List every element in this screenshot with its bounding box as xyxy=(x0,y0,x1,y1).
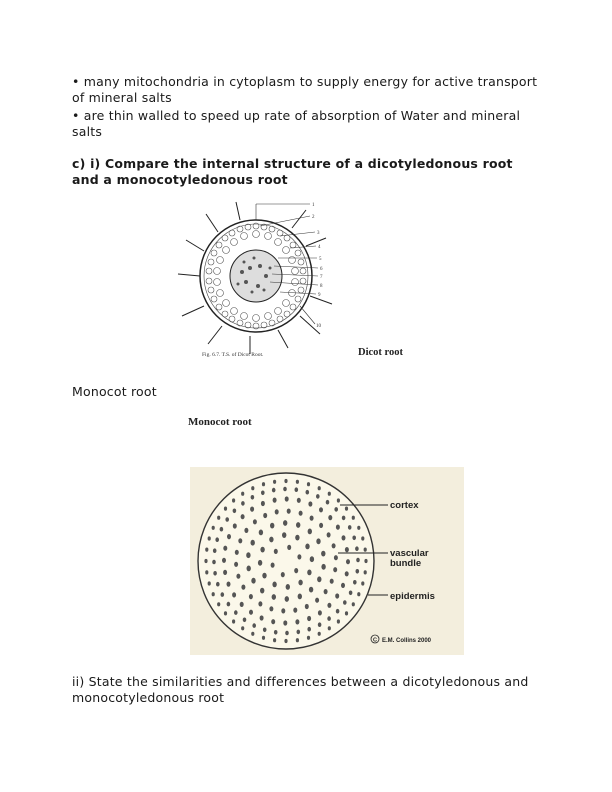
monocot-cell xyxy=(227,534,231,539)
monocot-cell xyxy=(269,537,273,543)
label-bundle: bundle xyxy=(390,558,422,569)
monocot-cell xyxy=(287,509,291,514)
dicot-number: 9 xyxy=(318,293,321,298)
monocot-cell xyxy=(336,525,340,530)
monocot-cell xyxy=(337,619,340,623)
monocot-cell xyxy=(285,596,289,602)
monocot-cell xyxy=(298,594,302,600)
monocot-cell xyxy=(249,610,253,615)
label-vascular: vascular xyxy=(390,548,429,559)
monocot-cell xyxy=(297,630,301,635)
monocot-cell xyxy=(262,573,266,579)
monocot-cell xyxy=(273,480,276,484)
monocot-cell xyxy=(241,514,245,519)
monocot-cell xyxy=(235,550,239,555)
monocot-cell xyxy=(346,559,350,564)
monocot-cell xyxy=(321,564,325,570)
copyright-text: E.M. Collins 2000 xyxy=(382,638,432,644)
monocot-cell xyxy=(285,496,289,501)
monocot-cell xyxy=(262,636,265,640)
monocot-cell xyxy=(352,536,356,541)
monocot-cell xyxy=(295,619,299,624)
monocot-cell xyxy=(251,632,254,636)
bullet-mitochondria: • many mitochondria in cytoplasm to supply energy for active transport of mineral salts xyxy=(72,74,538,105)
monocot-cell xyxy=(232,592,236,597)
monocot-cell xyxy=(283,620,287,625)
monocot-cell xyxy=(296,638,299,642)
monocot-cell xyxy=(318,486,321,490)
monocot-cell xyxy=(334,555,338,560)
dicot-number: 2 xyxy=(312,215,315,220)
monocot-cell xyxy=(272,488,276,493)
monocot-cell xyxy=(297,498,301,503)
monocot-cell xyxy=(241,585,245,590)
monocot-cell xyxy=(284,479,287,483)
monocot-cell xyxy=(318,632,321,636)
dicot-caption: Fig. 6.7. T.S. of Dicot Root. xyxy=(202,352,264,358)
monocot-cell xyxy=(306,490,310,495)
monocot-cell xyxy=(297,554,301,559)
monocot-cell xyxy=(305,604,309,609)
monocot-cell xyxy=(224,611,227,615)
monocot-cell xyxy=(284,639,287,643)
monocot-cell xyxy=(270,523,274,529)
monocot-cell xyxy=(356,569,360,574)
monocot-cell xyxy=(258,601,262,606)
monocot-cell xyxy=(342,535,346,540)
monocot-cell xyxy=(217,602,220,606)
question-c-i: c) i) Compare the internal structure of a dicotyledonous root and a monocotyledonous root xyxy=(72,156,513,187)
monocot-cell xyxy=(357,526,360,530)
bullet-thin-walled: • are thin walled to speed up rate of absorption of Water and mineral salts xyxy=(72,108,521,139)
monocot-cell xyxy=(294,568,298,573)
monocot-cell xyxy=(318,610,322,615)
label-epidermis: epidermis xyxy=(390,591,435,602)
monocot-cell xyxy=(272,582,276,588)
monocot-cell xyxy=(341,583,345,588)
label-cortex: cortex xyxy=(390,500,419,511)
monocot-cell xyxy=(310,556,314,562)
dicot-number: 3 xyxy=(317,231,320,236)
monocot-cell xyxy=(213,571,217,576)
monocot-cell xyxy=(251,495,255,500)
monocot-cell xyxy=(223,546,227,551)
monocot-cell xyxy=(250,507,254,512)
monocot-cell xyxy=(223,570,227,575)
monocot-cell xyxy=(307,482,310,486)
monocot-cell xyxy=(271,563,275,568)
monocot-cell xyxy=(333,567,337,572)
monocot-cell xyxy=(332,543,336,548)
monocot-cell xyxy=(233,523,237,528)
monocot-cell xyxy=(307,616,311,621)
monocot-cell xyxy=(251,540,255,546)
monocot-cell xyxy=(244,528,248,533)
monocot-cell xyxy=(227,582,231,587)
monocot-cell xyxy=(295,487,299,492)
dicot-number: 4 xyxy=(318,245,321,250)
monocot-cell xyxy=(361,581,364,585)
monocot-cell xyxy=(317,576,321,582)
monocot-cell xyxy=(337,498,340,502)
monocot-cell xyxy=(263,513,267,518)
monocot-figure-title: Monocot root xyxy=(188,416,252,428)
monocot-cell xyxy=(328,626,331,630)
question-ii: ii) State the similarities and differences between a dicotyledonous and monocotyledonous root xyxy=(72,674,529,705)
monocot-cell xyxy=(349,591,353,596)
monocot-cell xyxy=(204,559,207,563)
monocot-cell xyxy=(227,602,231,607)
monocot-cell xyxy=(241,626,244,630)
monocot-cell xyxy=(352,602,355,606)
monocot-cell xyxy=(307,627,311,632)
monocot-cell xyxy=(296,522,300,528)
monocot-cell xyxy=(238,538,242,543)
monocot-root-figure xyxy=(190,467,464,655)
monocot-cell xyxy=(233,509,237,514)
monocot-cell xyxy=(252,623,256,628)
monocot-cell xyxy=(232,619,235,623)
dicot-number: 7 xyxy=(320,275,323,280)
monocot-cell xyxy=(328,515,332,520)
monocot-cell xyxy=(205,570,208,574)
monocot-cell xyxy=(295,535,299,541)
monocot-cell xyxy=(249,594,253,599)
monocot-cell xyxy=(240,602,244,607)
dicot-root-diagram xyxy=(178,202,332,354)
monocot-cell xyxy=(364,548,367,552)
monocot-cell xyxy=(310,516,314,521)
monocot-cell xyxy=(260,588,264,594)
monocot-cell xyxy=(327,603,331,608)
monocot-cell xyxy=(328,492,331,496)
monocot-cell xyxy=(213,548,217,553)
dicot-label: Dicot root xyxy=(358,347,403,358)
monocot-cell xyxy=(287,545,291,550)
monocot-cell xyxy=(274,630,278,635)
monocot-cell xyxy=(253,519,257,524)
monocot-cell xyxy=(296,480,299,484)
monocot-cell xyxy=(309,587,313,593)
monocot-cell xyxy=(345,571,349,576)
monocot-cell xyxy=(364,559,367,563)
monocot-cell xyxy=(299,511,303,516)
monocot-cell xyxy=(273,498,277,503)
monocot-cell xyxy=(336,609,340,614)
monocot-cell xyxy=(243,618,247,623)
monocot-cell xyxy=(361,536,364,540)
dicot-number: 10 xyxy=(316,324,321,329)
monocot-cell xyxy=(321,551,325,557)
monocot-cell xyxy=(262,482,265,486)
monocot-cell xyxy=(234,562,238,567)
monocot-cell xyxy=(364,570,367,574)
dicot-number: 8 xyxy=(320,284,323,289)
monocot-cell xyxy=(319,507,323,512)
monocot-cell xyxy=(281,608,285,613)
monocot-cell xyxy=(225,517,229,522)
monocot-cell xyxy=(217,516,220,520)
monocot-cell xyxy=(274,549,278,554)
monocot-cell xyxy=(232,498,235,502)
monocot-cell xyxy=(286,584,290,590)
monocot-cell xyxy=(283,487,287,492)
monocot-heading: Monocot root xyxy=(72,384,157,399)
svg-text:C: C xyxy=(373,637,377,644)
monocot-cell xyxy=(342,516,346,521)
monocot-cell xyxy=(356,558,360,563)
monocot-cell xyxy=(308,529,312,535)
monocot-cell xyxy=(327,616,331,621)
monocot-cell xyxy=(345,611,348,615)
monocot-cell xyxy=(246,552,250,558)
monocot-cell xyxy=(283,520,287,526)
monocot-cell xyxy=(315,598,319,603)
monocot-cell xyxy=(261,501,265,506)
monocot-cell xyxy=(222,558,226,563)
monocot-cell xyxy=(251,578,255,584)
monocot-cell xyxy=(327,532,331,537)
monocot-cell xyxy=(305,544,309,550)
monocot-cell xyxy=(258,560,262,566)
monocot-cell xyxy=(324,589,328,594)
monocot-cell xyxy=(307,570,311,576)
monocot-cell xyxy=(251,486,254,490)
monocot-cell xyxy=(212,592,215,596)
monocot-cell xyxy=(285,631,289,636)
monocot-cell xyxy=(326,500,330,505)
monocot-cell xyxy=(319,523,323,528)
monocot-cell xyxy=(215,537,219,542)
monocot-cell xyxy=(272,594,276,600)
monocot-cell xyxy=(316,538,320,544)
monocot-cell xyxy=(241,492,244,496)
dicot-root-figure xyxy=(160,196,430,366)
monocot-cell xyxy=(208,581,211,585)
monocot-cell xyxy=(247,566,251,572)
monocot-cell xyxy=(260,615,264,620)
dicot-number: 6 xyxy=(320,267,323,272)
monocot-cell xyxy=(261,491,265,496)
monocot-cell xyxy=(263,628,267,633)
monocot-cell xyxy=(241,501,245,506)
monocot-cell xyxy=(281,572,285,577)
monocot-cell xyxy=(298,580,302,586)
monocot-cell xyxy=(260,547,264,553)
monocot-cell xyxy=(212,526,215,530)
monocot-cell xyxy=(208,536,211,540)
monocot-cell xyxy=(216,582,220,587)
monocot-cell xyxy=(221,592,225,597)
monocot-cell xyxy=(316,494,320,499)
monocot-cell xyxy=(271,619,275,624)
monocot-cell xyxy=(345,547,349,552)
dicot-number: 5 xyxy=(319,257,322,262)
dicot-number: 1 xyxy=(312,203,315,208)
monocot-cell xyxy=(259,530,263,536)
monocot-cell xyxy=(330,579,334,584)
monocot-cell xyxy=(293,608,297,613)
monocot-cell xyxy=(348,525,352,530)
monocot-cell xyxy=(335,593,339,598)
monocot-cell xyxy=(273,638,276,642)
monocot-cell xyxy=(220,527,224,532)
monocot-cell xyxy=(236,574,240,579)
monocot-cell xyxy=(212,560,216,565)
monocot-cell xyxy=(205,548,208,552)
monocot-cell xyxy=(357,592,360,596)
monocot-cell xyxy=(282,532,286,538)
monocot-cell xyxy=(275,509,279,514)
monocot-cell xyxy=(307,636,310,640)
monocot-cell xyxy=(353,580,357,585)
monocot-cell xyxy=(234,610,238,615)
monocot-cell xyxy=(318,622,322,627)
monocot-cell xyxy=(352,516,355,520)
monocot-cell xyxy=(355,546,359,551)
monocot-cell xyxy=(224,507,227,511)
monocot-cell xyxy=(334,507,338,512)
monocot-cell xyxy=(343,600,347,605)
monocot-cell xyxy=(345,507,348,511)
monocot-cell xyxy=(269,606,273,611)
monocot-cell xyxy=(308,501,312,506)
